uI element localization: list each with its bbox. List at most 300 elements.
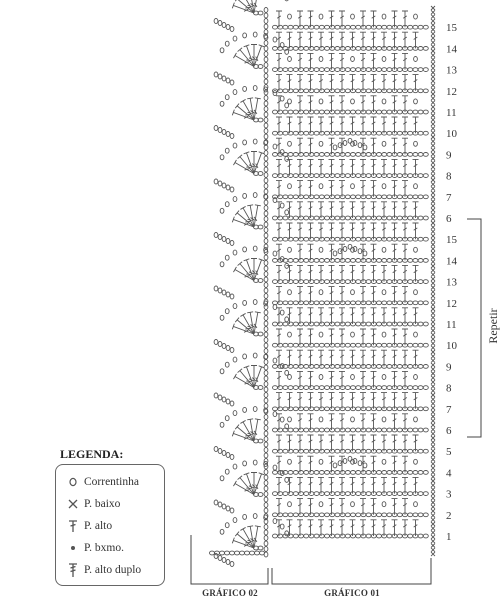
single-crochet-stitch <box>431 174 435 178</box>
chain-stitch <box>283 68 288 72</box>
chain-stitch <box>309 407 314 411</box>
chain-stitch <box>245 551 250 555</box>
double-crochet-stitch <box>297 435 303 451</box>
chain-stitch <box>319 259 324 263</box>
chain-stitch <box>366 195 371 199</box>
single-crochet-stitch <box>431 53 435 57</box>
chain-stitch <box>325 68 330 72</box>
double-crochet-stitch <box>339 371 345 387</box>
chain-stitch <box>382 417 386 422</box>
double-crochet-stitch <box>402 499 408 515</box>
chain-stitch <box>278 174 283 178</box>
chain-stitch <box>304 237 309 241</box>
double-crochet-stitch <box>329 53 335 69</box>
double-crochet-stitch <box>360 393 366 409</box>
chain-stitch <box>233 304 237 309</box>
chain-stitch <box>413 428 418 432</box>
double-crochet-stitch <box>318 265 324 281</box>
chain-stitch <box>218 342 222 347</box>
double-crochet-stitch <box>350 393 356 409</box>
chain-stitch <box>299 195 304 199</box>
single-crochet-stitch <box>431 251 435 255</box>
chain-stitch <box>288 68 293 72</box>
chain-stitch <box>264 365 268 370</box>
double-crochet-stitch <box>287 223 293 239</box>
chain-stitch <box>314 280 319 284</box>
chain-stitch <box>351 259 356 263</box>
chain-stitch <box>423 259 428 263</box>
chain-stitch <box>283 386 288 390</box>
chain-stitch <box>278 131 283 135</box>
chain-stitch <box>314 365 319 369</box>
chain-stitch <box>299 407 304 411</box>
chain-stitch <box>345 513 350 517</box>
legend-item-double-crochet <box>62 515 158 537</box>
chain-stitch <box>299 428 304 432</box>
chain-stitch <box>397 280 402 284</box>
chain-stitch <box>309 513 314 517</box>
chain-stitch <box>283 343 288 347</box>
chain-stitch <box>299 322 304 326</box>
chain-stitch <box>214 126 218 131</box>
single-crochet-stitch <box>431 58 435 62</box>
double-crochet-stitch <box>392 308 398 324</box>
chain-stitch <box>397 47 402 51</box>
chain-stitch <box>335 110 340 114</box>
chain-stitch <box>283 492 288 496</box>
chain-stitch <box>293 471 298 475</box>
chain-stitch <box>283 216 288 220</box>
chain-stitch <box>363 463 367 468</box>
chain-stitch <box>288 14 292 19</box>
double-crochet-stitch <box>318 223 324 239</box>
single-crochet-stitch <box>431 380 435 384</box>
double-crochet-stitch <box>276 456 282 472</box>
chain-stitch <box>233 143 237 148</box>
chain-stitch <box>222 130 226 135</box>
chain-stitch <box>345 471 350 475</box>
double-crochet-stitch <box>371 181 377 197</box>
chain-stitch <box>418 237 423 241</box>
single-crochet-stitch <box>431 139 435 143</box>
chain-stitch <box>387 216 392 220</box>
double-crochet-stitch <box>287 435 293 451</box>
chain-stitch <box>264 46 268 51</box>
double-crochet-stitch <box>413 308 419 324</box>
chain-stitch <box>333 251 337 256</box>
chain-stitch <box>356 428 361 432</box>
chain-stitch <box>356 322 361 326</box>
chain-stitch <box>340 237 345 241</box>
chain-stitch <box>314 216 319 220</box>
double-crochet-stitch <box>402 244 408 260</box>
double-crochet-stitch <box>276 329 282 345</box>
double-crochet-stitch <box>308 520 314 536</box>
chain-stitch <box>304 89 309 93</box>
row-number: 11 <box>446 319 457 331</box>
chain-stitch <box>220 529 224 534</box>
double-crochet-stitch <box>339 223 345 239</box>
double-crochet-stitch <box>329 265 335 281</box>
chain-stitch <box>264 261 268 266</box>
chain-stitch <box>319 301 324 305</box>
chain-stitch <box>293 131 298 135</box>
chain-stitch <box>309 301 314 305</box>
chain-stitch <box>309 131 314 135</box>
chain-stitch <box>230 241 234 246</box>
double-crochet-stitch <box>276 96 282 112</box>
chain-stitch <box>264 206 268 211</box>
double-crochet-stitch <box>413 435 419 451</box>
chain-stitch <box>230 80 234 85</box>
chain-stitch <box>319 375 323 380</box>
chain-stitch <box>382 14 386 19</box>
chain-stitch <box>273 47 278 51</box>
chain-stitch <box>278 534 283 538</box>
chain-stitch <box>397 513 402 517</box>
double-crochet-stitch <box>308 181 314 197</box>
chain-stitch <box>418 47 423 51</box>
legend-label-single-crochet: P. baixo <box>84 498 121 510</box>
double-crochet-stitch <box>360 329 366 345</box>
chain-stitch <box>377 428 382 432</box>
chain-stitch <box>214 340 218 345</box>
chain-stitch <box>233 464 237 469</box>
single-crochet-stitch <box>431 415 435 419</box>
chain-stitch <box>304 131 309 135</box>
chain-stitch <box>319 195 324 199</box>
chain-stitch <box>418 280 423 284</box>
chain-stitch <box>264 13 268 18</box>
double-crochet-stitch <box>381 265 387 281</box>
chain-stitch <box>330 195 335 199</box>
double-crochet-stitch <box>339 499 345 515</box>
single-crochet-stitch <box>431 333 435 337</box>
double-crochet-stitch <box>308 202 314 218</box>
chain-stitch <box>351 184 355 189</box>
chain-stitch <box>382 153 387 157</box>
chain-stitch <box>278 110 283 114</box>
double-crochet-stitch <box>308 117 314 133</box>
chain-stitch <box>264 266 268 271</box>
double-crochet-stitch <box>392 393 398 409</box>
single-crochet-stitch <box>431 539 435 543</box>
chain-stitch <box>423 110 428 114</box>
double-crochet-stitch <box>371 308 377 324</box>
chain-stitch <box>330 216 335 220</box>
chain-stitch <box>304 47 309 51</box>
chain-stitch <box>345 237 350 241</box>
single-crochet-stitch <box>431 384 435 388</box>
chain-stitch <box>356 365 361 369</box>
double-crochet-stitch <box>308 265 314 281</box>
double-crochet-stitch <box>402 329 408 345</box>
chain-stitch <box>382 247 386 252</box>
chain-stitch <box>304 174 309 178</box>
single-crochet-stitch <box>431 475 435 479</box>
chain-stitch <box>377 195 382 199</box>
single-crochet-stitch <box>431 505 435 509</box>
chain-stitch <box>285 370 289 375</box>
chain-stitch <box>340 343 345 347</box>
chain-stitch <box>218 128 222 133</box>
chain-stitch <box>319 386 324 390</box>
chain-stitch <box>408 365 413 369</box>
chain-stitch <box>304 68 309 72</box>
chain-stitch <box>218 395 222 400</box>
chain-stitch <box>220 101 224 106</box>
chain-stitch <box>264 530 268 535</box>
chain-stitch <box>351 343 356 347</box>
chain-stitch <box>340 301 345 305</box>
chain-stitch <box>304 513 309 517</box>
chain-stitch <box>233 411 237 416</box>
chain-stitch <box>351 25 356 29</box>
double-crochet-stitch <box>392 53 398 69</box>
chain-stitch <box>264 68 268 73</box>
chain-stitch <box>304 301 309 305</box>
legend-item-chain <box>62 471 158 493</box>
chain-stitch <box>351 417 355 422</box>
chain-stitch <box>285 263 289 268</box>
chain-stitch <box>264 453 268 458</box>
double-crochet-stitch <box>318 117 324 133</box>
legend-title: LEGENDA: <box>60 447 124 461</box>
chain-stitch <box>314 301 319 305</box>
double-crochet-stitch <box>276 477 282 493</box>
double-crochet-stitch <box>297 11 303 27</box>
double-crochet-stitch <box>329 393 335 409</box>
chain-stitch <box>414 417 418 422</box>
single-crochet-stitch <box>431 88 435 92</box>
chain-stitch <box>319 247 323 252</box>
chain-stitch <box>377 492 382 496</box>
chain-stitch <box>413 68 418 72</box>
chain-stitch <box>351 471 356 475</box>
fan-stitch <box>251 152 257 174</box>
chain-stitch <box>408 47 413 51</box>
chain-stitch <box>330 259 335 263</box>
chain-stitch <box>264 283 268 288</box>
double-crochet-stitch <box>297 159 303 175</box>
chain-stitch <box>264 41 268 46</box>
chain-stitch <box>423 131 428 135</box>
chain-stitch <box>309 365 314 369</box>
double-crochet-stitch <box>381 32 387 48</box>
single-crochet-stitch <box>431 518 435 522</box>
chain-stitch <box>408 471 413 475</box>
chain-stitch <box>377 301 382 305</box>
chain-stitch <box>214 500 218 505</box>
chain-stitch <box>397 174 402 178</box>
double-crochet-stitch <box>297 308 303 324</box>
single-crochet-stitch <box>431 195 435 199</box>
chain-stitch <box>299 301 304 305</box>
double-crochet-stitch <box>329 371 335 387</box>
double-crochet-stitch <box>360 350 366 366</box>
chain-stitch <box>226 78 230 83</box>
chain-stitch <box>356 534 361 538</box>
double-crochet-stitch <box>360 308 366 324</box>
double-crochet-stitch <box>402 350 408 366</box>
chain-stitch <box>351 365 356 369</box>
chain-stitch <box>387 68 392 72</box>
chain-stitch <box>314 68 319 72</box>
chain-stitch <box>264 310 268 315</box>
chain-stitch <box>418 195 423 199</box>
chain-stitch <box>226 560 230 565</box>
double-crochet-stitch <box>360 53 366 69</box>
chain-stitch <box>273 343 278 347</box>
chain-stitch <box>356 47 361 51</box>
chain-stitch <box>413 259 418 263</box>
chain-stitch <box>366 365 371 369</box>
chain-stitch <box>387 322 392 326</box>
double-crochet-stitch <box>381 520 387 536</box>
row-number: 6 <box>446 425 452 437</box>
chain-stitch <box>253 300 257 305</box>
chain-stitch <box>351 14 355 19</box>
single-crochet-stitch <box>431 419 435 423</box>
chain-stitch <box>330 174 335 178</box>
chain-stitch <box>418 365 423 369</box>
chain-stitch <box>397 343 402 347</box>
double-crochet-stitch <box>402 223 408 239</box>
chain-stitch <box>356 153 361 157</box>
single-crochet-stitch <box>431 509 435 513</box>
chain-stitch <box>264 486 268 491</box>
chain-stitch <box>264 475 268 480</box>
chain-stitch <box>288 184 292 189</box>
row-number: 8 <box>446 382 452 395</box>
chain-stitch <box>330 68 335 72</box>
single-crochet-stitch <box>431 466 435 470</box>
double-crochet-stitch <box>402 520 408 536</box>
chain-stitch <box>264 294 268 299</box>
chain-stitch <box>423 47 428 51</box>
double-crochet-stitch <box>350 117 356 133</box>
chain-stitch <box>356 386 361 390</box>
chain-stitch <box>299 386 304 390</box>
single-crochet-stitch <box>431 337 435 341</box>
double-crochet-stitch <box>318 75 324 91</box>
chain-stitch <box>351 280 356 284</box>
chain-stitch <box>418 407 423 411</box>
chain-stitch <box>285 156 289 161</box>
chain-stitch <box>356 343 361 347</box>
single-crochet-stitch <box>431 307 435 311</box>
chain-stitch <box>226 25 230 30</box>
chain-stitch <box>264 211 268 216</box>
double-crochet-stitch <box>402 32 408 48</box>
double-crochet-stitch <box>308 96 314 112</box>
double-crochet-stitch <box>371 435 377 451</box>
chain-stitch <box>351 174 356 178</box>
double-crochet-stitch <box>392 202 398 218</box>
chain-stitch <box>264 448 268 453</box>
chain-stitch <box>230 562 234 567</box>
double-crochet-stitch <box>392 223 398 239</box>
chain-stitch <box>340 259 345 263</box>
chain-stitch <box>293 407 298 411</box>
row-number: 4 <box>446 467 452 480</box>
single-crochet-stitch <box>431 350 435 354</box>
row-number: 3 <box>446 488 452 501</box>
double-crochet-stitch <box>276 181 282 197</box>
chain-stitch <box>335 471 340 475</box>
chain-stitch <box>293 153 298 157</box>
chain-stitch <box>230 551 235 555</box>
single-crochet-stitch <box>431 15 435 19</box>
chain-stitch <box>280 96 284 101</box>
chain-stitch <box>288 216 293 220</box>
chain-stitch <box>314 492 319 496</box>
chain-stitch <box>214 393 218 398</box>
chain-stitch <box>280 310 284 315</box>
chain-stitch <box>423 365 428 369</box>
chain-stitch <box>397 471 402 475</box>
chain-stitch <box>283 513 288 517</box>
chain-stitch <box>253 139 257 144</box>
chain-stitch <box>325 89 330 93</box>
chain-stitch <box>413 513 418 517</box>
chain-stitch <box>387 131 392 135</box>
chain-stitch <box>335 365 340 369</box>
chain-stitch <box>345 322 350 326</box>
double-crochet-stitch <box>360 96 366 112</box>
double-crochet-stitch <box>392 371 398 387</box>
double-crochet-stitch <box>360 32 366 48</box>
row-number: 15 <box>446 234 457 247</box>
chain-stitch <box>340 365 345 369</box>
chain-stitch <box>418 343 423 347</box>
chain-stitch <box>273 428 278 432</box>
single-crochet-stitch <box>431 268 435 272</box>
chain-stitch <box>278 280 283 284</box>
chain-stitch <box>418 259 423 263</box>
double-crochet-stitch <box>251 45 257 67</box>
chain-stitch <box>293 534 298 538</box>
single-crochet-stitch <box>431 191 435 195</box>
chain-stitch <box>408 174 413 178</box>
double-crochet-stitch <box>287 350 293 366</box>
single-crochet-stitch <box>431 513 435 517</box>
double-crochet-stitch <box>392 329 398 345</box>
chain-stitch <box>319 417 323 422</box>
double-crochet-stitch <box>392 520 398 536</box>
double-crochet-stitch <box>287 393 293 409</box>
chain-stitch <box>253 86 257 91</box>
chain-stitch <box>283 280 288 284</box>
chain-stitch <box>264 123 268 128</box>
chain-stitch <box>351 237 356 241</box>
legend-item-treble-crochet <box>62 559 158 581</box>
single-crochet-stitch <box>431 427 435 431</box>
double-crochet-stitch <box>381 202 387 218</box>
double-crochet-stitch <box>371 96 377 112</box>
chain-stitch <box>225 255 229 260</box>
double-crochet-stitch <box>371 244 377 260</box>
chain-stitch <box>304 153 309 157</box>
row-number: 10 <box>446 340 457 353</box>
single-crochet-stitch <box>431 402 435 406</box>
double-crochet-stitch <box>287 159 293 175</box>
chain-stitch <box>377 68 382 72</box>
chain-stitch <box>214 19 218 24</box>
chain-stitch <box>278 195 283 199</box>
chain-stitch <box>288 25 293 29</box>
single-crochet-stitch <box>431 255 435 259</box>
